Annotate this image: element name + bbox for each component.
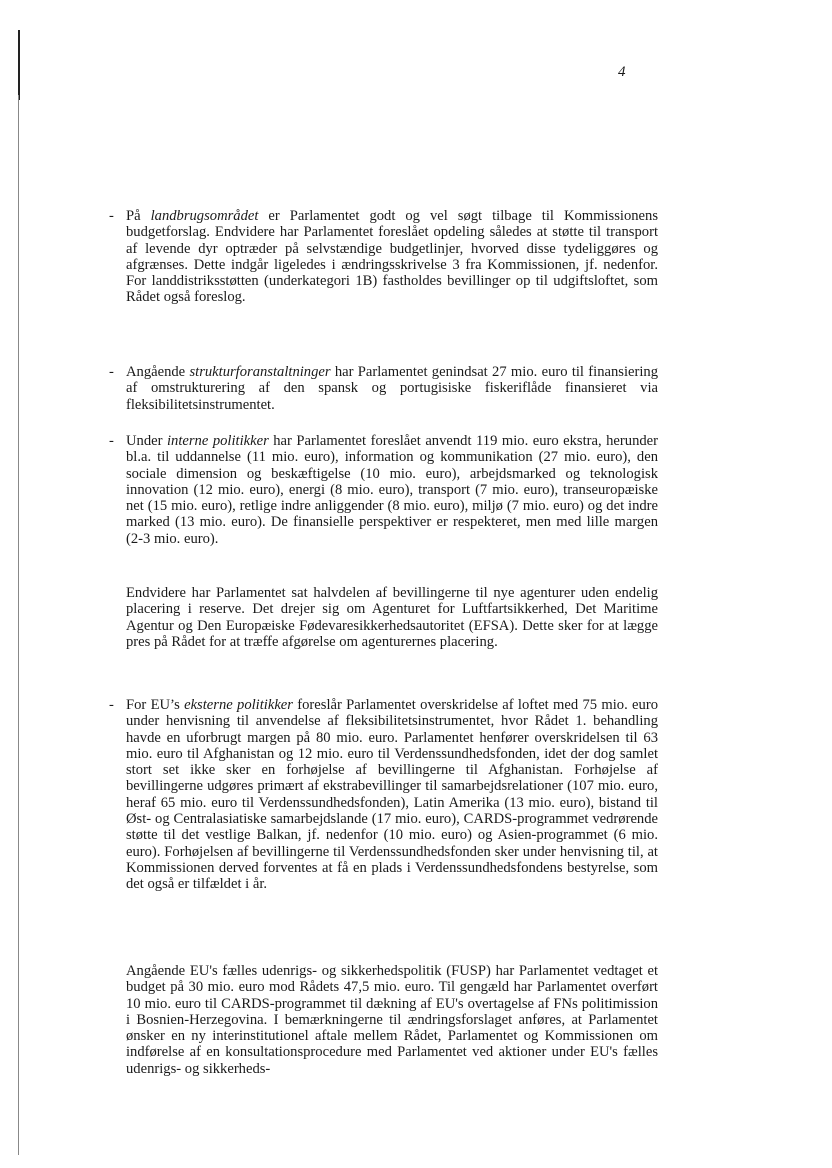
scan-edge-mark	[18, 30, 20, 100]
bullet-dash: -	[109, 364, 114, 380]
paragraph-fusp: Angående EU's fælles udenrigs- og sikkerhedspolitik (FUSP) har Parlamentet vedtaget et budget på 30 mio. euro mod Rådets 47,5 mio. euro. Til gengæld har Parlamentet overført 10 mio. euro til CARDS-programmet til dækning af EU's overtagelse af FNs politimission i Bosnien-Herzegovina. I bemærkningerne til ændringsforslaget anføres, at Parlamentet ønsker en ny interinstitutionel aftale mellem Rådet, Parlamentet og Kommissionen om indførelse af en konsultationsprocedure med Parlamentet ved aktioner under EU's fælles udenrigs- og sikkerheds-	[126, 963, 658, 1077]
paragraph-agencies: Endvidere har Parlamentet sat halvdelen af bevillingerne til nye agenturer uden endelig placering i reserve. Det drejer sig om Agenturet for Luftfartsikkerhed, Det Maritime Agentur og Den Europæiske Fødevaresikkerhedsautoritet (EFSA). Dette sker for at lægge pres på Rådet for at træffe afgørelse om agenturernes placering.	[126, 585, 658, 650]
page-number: 4	[618, 64, 626, 80]
bullet-external-policies: - For EU’s eksterne politikker foreslår Parlamentet overskridelse af loftet med 75 mio. euro under henvisning til anvendelse af fleksibilitetsinstrumentet, hvor Rådet 1. behandling havde en uforbrugt margen på 80 mio. euro. Parlamentet henfører overskridelsen til 63 mio. euro til Afghanistan og 12 mio. euro til Verdenssundhedsfonden, idet der dog samlet stort set ikke sker en forhøjelse af bevillingerne til Afghanistan. Forhøjelse af bevillingerne udgøres primært af ekstrabevillinger til samarbejdsrelationer (107 mio. euro, heraf 65 mio. euro til Verdenssundhedsfonden), Latin Amerika (13 mio. euro), bistand til Øst- og Centralasiatiske samarbejdslande (17 mio. euro), CARDS-programmet vedrørende støtte til det vestlige Balkan, jf. nedenfor (10 mio. euro) og Asien-programmet (6 mio. euro). Forhøjelsen af bevillingerne til Verdenssundhedsfonden sker under henvisning til, at Kommissionen derved forventes at få en plads i Verdenssundhedsfondens bestyrelse, som det også er tilfældet i år.	[109, 697, 658, 893]
emphasis-term: interne politikker	[166, 433, 269, 449]
bullet-dash: -	[109, 208, 114, 224]
bullet-agriculture: - På landbrugsområdet er Parlamentet godt og vel søgt tilbage til Kommissionens budgetforslag. Endvidere har Parlamentet foreslået opdeling således at støtte til transport af levende dyr optræder på selvstændige budgetlinjer, hvorved disse tydeliggøres og afgrænses. Dette indgår ligeledes i ændringsskrivelse 3 fra Kommissionen, jf. nedenfor. For landdistriksstøtten (underkategori 1B) fastholdes bevillinger op til udgiftsloftet, som Rådet også foreslog.	[109, 208, 659, 306]
bullet-internal-policies: - Under interne politikker har Parlamentet foreslået anvendt 119 mio. euro ekstra, herunder bl.a. til uddannelse (11 mio. euro), information og kommunikation (27 mio. euro), den sociale dimension og beskæftigelse (10 mio. euro), arbejdsmarked og teknologisk innovation (12 mio. euro), energi (8 mio. euro), transport (7 mio. euro), transeuropæiske net (15 mio. euro), retlige indre anliggender (8 mio. euro), miljø (7 mio. euro) og det indre marked (13 mio. euro). De finansielle perspektiver er respekteret, men med lille margen (2-3 mio. euro).	[109, 433, 658, 547]
scan-edge-line	[18, 95, 19, 1155]
bullet-dash: -	[109, 697, 114, 713]
bullet-structural: - Angående strukturforanstaltninger har Parlamentet genindsat 27 mio. euro til finansiering af omstrukturering af den spansk og portugisiske fiskeriflåde finansieret via fleksibilitetsinstrumentet.	[109, 364, 658, 413]
emphasis-term: strukturforanstaltninger	[189, 364, 331, 380]
emphasis-term: landbrugsområdet	[150, 208, 259, 224]
emphasis-term: eksterne politikker	[184, 697, 293, 713]
bullet-dash: -	[109, 433, 114, 449]
